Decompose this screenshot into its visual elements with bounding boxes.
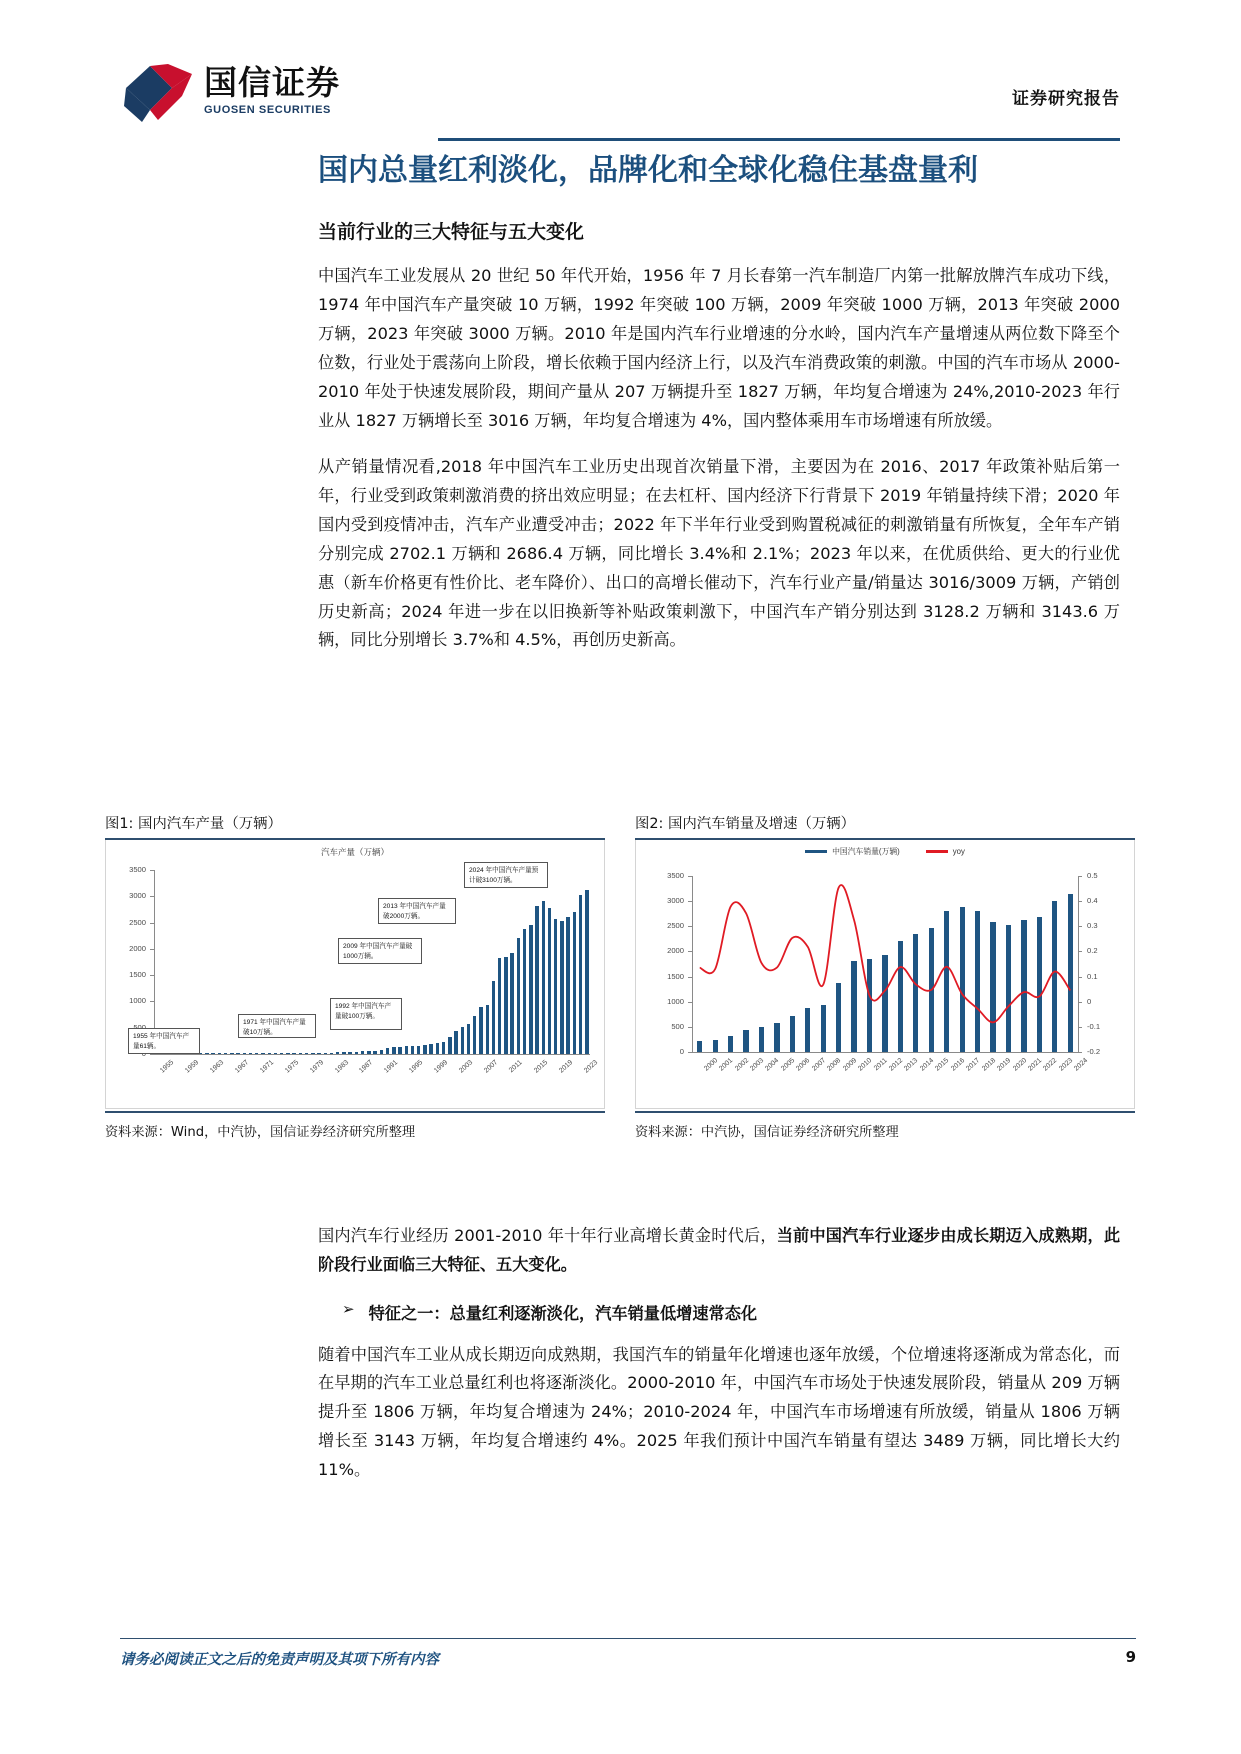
figure-2-y-tick-label-left: 3500 bbox=[667, 871, 684, 880]
figure-2-bottom-rule bbox=[635, 1111, 1135, 1113]
paragraph-3-part-b: 当前中国汽车行业逐步由成长期迈入成熟期， bbox=[776, 1226, 1104, 1245]
bar-2003 bbox=[454, 1031, 457, 1054]
bar-2021 bbox=[566, 917, 569, 1054]
figure-2-x-tick-label: 2005 bbox=[779, 1057, 797, 1073]
figure-1-y-tick-label: 1000 bbox=[129, 996, 146, 1006]
figure-1-y-axis bbox=[154, 870, 155, 1054]
legend-label-sales: 中国汽车销量(万辆) bbox=[832, 847, 900, 856]
page-header bbox=[120, 62, 1120, 142]
figure-1-annotation-3: 1992 年中国汽车产量破100万辆。 bbox=[330, 998, 402, 1030]
figure-1-bottom-rule bbox=[105, 1111, 605, 1113]
figure-1-y-tickmark bbox=[150, 1001, 154, 1002]
bar-2013 bbox=[517, 938, 520, 1054]
bar-1996 bbox=[411, 1046, 414, 1054]
figure-1-canvas bbox=[106, 840, 604, 1108]
bar-2000 bbox=[436, 1043, 439, 1054]
figure-2-caption: 图2: 国内汽车销量及增速（万辆） bbox=[635, 816, 856, 832]
paragraph-3-part-c: 此阶段行业面临三大特征、五大变化。 bbox=[318, 1226, 1120, 1274]
bar-2016 bbox=[535, 906, 538, 1054]
figure-2-y-tick-label-right: 0 bbox=[1087, 996, 1092, 1006]
figure-1-y-tickmark bbox=[150, 896, 154, 897]
figure-2-x-tick-label: 2019 bbox=[996, 1057, 1013, 1073]
bar-2015 bbox=[529, 925, 532, 1054]
figure-1-x-tick-label: 2003 bbox=[458, 1059, 475, 1075]
figure-1-annotation-6: 2024 年中国汽车产量预计破3100万辆。 bbox=[464, 862, 548, 888]
paragraph-3-part-a: 国内汽车行业经历 2001-2010 年十年行业高增长黄金时代后， bbox=[318, 1226, 777, 1245]
figure-2-x-tick-label: 2014 bbox=[918, 1057, 936, 1073]
brand-name-en: GUOSEN SECURITIES bbox=[204, 104, 331, 116]
paragraph-3 bbox=[318, 1222, 1120, 1280]
brand-logo-text bbox=[204, 62, 340, 116]
paragraph-4: 随着中国汽车工业从成长期迈向成熟期，我国汽车的销量年化增速也逐年放缓，个位增速将逐渐成为常态化，而在早期的汽车工业总量红利也将逐渐淡化。2000-2010 年，中国汽车市场处于快速发展阶段，销量从 209 万辆提升至 1806 万辆，年均复合增速为 24%；2010-2024 年，中国汽车市场增速有所放缓，销量从 1806 万辆增长至 3143 万辆，年均复合增速约 4%。2025 年我们预计中国汽车销量有望达 3489 万辆，同比增长大约 11%。 bbox=[318, 1344, 1120, 1479]
bar-1982 bbox=[324, 1053, 327, 1054]
figure-1-y-tick-label: 2000 bbox=[129, 943, 146, 953]
figure-1-x-tick-label: 1987 bbox=[358, 1059, 375, 1075]
figure-1-x-tick-label: 1959 bbox=[184, 1059, 201, 1075]
figure-1-annotation-5: 2013 年中国汽车产量破2000万辆。 bbox=[378, 898, 456, 924]
bar-2002 bbox=[448, 1037, 451, 1054]
bar-1974 bbox=[274, 1053, 277, 1054]
figure-2-x-tick-label: 2000 bbox=[702, 1057, 719, 1073]
bar-1977 bbox=[292, 1053, 295, 1054]
bar-1972 bbox=[261, 1053, 264, 1054]
figure-2-y-tick-label-left: 3000 bbox=[667, 896, 684, 906]
figure-2-y-tick-label-right: 0.2 bbox=[1087, 946, 1098, 956]
bar-1985 bbox=[342, 1052, 345, 1054]
bar-2010 bbox=[498, 958, 501, 1054]
bar-1984 bbox=[336, 1052, 339, 1054]
bar-1963 bbox=[205, 1053, 208, 1054]
bar-2001 bbox=[442, 1042, 445, 1054]
bar-2023 bbox=[579, 895, 582, 1054]
bar-1987 bbox=[355, 1052, 358, 1054]
figure-1-plot-area bbox=[105, 840, 605, 1109]
bar-1995 bbox=[405, 1046, 408, 1054]
bar-1990 bbox=[373, 1051, 376, 1054]
bar-1964 bbox=[211, 1053, 214, 1054]
figure-1-x-axis bbox=[154, 1054, 590, 1055]
page-title: 国内总量红利淡化，品牌化和全球化稳住基盘量利 bbox=[318, 153, 978, 188]
figure-2-x-tick-label: 2015 bbox=[934, 1057, 951, 1073]
bar-2009 bbox=[492, 981, 495, 1054]
figure-2-yoy-line bbox=[636, 840, 1134, 1106]
figure-1 bbox=[105, 812, 605, 1140]
paragraph-1: 中国汽车工业发展从 20 世纪 50 年代开始，1956 年 7 月长春第一汽车制造厂内第一批解放牌汽车成功下线，1974 年中国汽车产量突破 10 万辆，1992 年突破 100 万辆，2009 年突破 1000 万辆，2013 年突破 2000 万辆，2023 年突破 3000 万辆。2010 年是国内汽车行业增速的分水岭，国内汽车产量增速从两位数下降至个位数，行业处于震荡向上阶段，增长依赖于国内经济上行，以及汽车消费政策的刺激。中国的汽车市场从 2000-2010 年处于快速发展阶段，期间产量从 207 万辆提升至 1827 万辆，年均复合增速为 24%,2010-2023 年行业从 1827 万辆增长至 3016 万辆，年均复合增速为 4%，国内整体乘用车市场增速有所放缓。 bbox=[318, 266, 1120, 430]
bar-1993 bbox=[392, 1047, 395, 1054]
bar-1971 bbox=[255, 1053, 258, 1054]
figure-1-x-tick-label: 1975 bbox=[283, 1059, 300, 1075]
bar-1979 bbox=[305, 1053, 308, 1054]
bar-1976 bbox=[286, 1053, 289, 1054]
main-content-upper bbox=[318, 150, 1120, 655]
bar-2017 bbox=[542, 901, 545, 1054]
figure-2-y-tick-label-right: 0.4 bbox=[1087, 896, 1098, 906]
figure-1-x-tick-label: 1979 bbox=[308, 1059, 325, 1075]
figure-1-x-tick-label: 2015 bbox=[532, 1059, 550, 1075]
figure-1-x-tick-label: 2023 bbox=[582, 1059, 599, 1075]
bar-2011 bbox=[504, 957, 507, 1054]
bar-1981 bbox=[317, 1053, 320, 1054]
main-content-lower bbox=[318, 1205, 1120, 1485]
figure-2-x-tick-label: 2017 bbox=[965, 1057, 982, 1073]
figure-2-x-tick-label: 2002 bbox=[733, 1057, 750, 1073]
bar-2004 bbox=[461, 1027, 464, 1054]
bullet-item-1-label: 特征之一：总量红利逐渐淡化，汽车销量低增速常态化 bbox=[368, 1303, 758, 1323]
legend-label-yoy: yoy bbox=[952, 847, 965, 856]
figure-2-x-tick-label: 2006 bbox=[795, 1057, 812, 1073]
figure-2-canvas bbox=[636, 840, 1134, 1108]
figure-1-y-tick-label: 2500 bbox=[129, 917, 146, 927]
figure-2-y-tick-label-right: 0.5 bbox=[1087, 871, 1098, 880]
bar-1983 bbox=[330, 1053, 333, 1054]
figure-1-x-tick-label: 1995 bbox=[408, 1059, 425, 1075]
bar-1980 bbox=[311, 1053, 314, 1054]
figure-1-chart-title: 汽车产量（万辆） bbox=[320, 847, 389, 857]
figures-row bbox=[105, 812, 1135, 1140]
bar-2014 bbox=[523, 929, 526, 1054]
figure-2-x-tick-label: 2012 bbox=[888, 1057, 905, 1073]
figure-2-y-tick-label-left: 1500 bbox=[667, 971, 684, 981]
figure-1-annotation-1: 1955 年中国汽车产量61辆。 bbox=[128, 1028, 200, 1054]
figure-2-y-tick-label-left: 500 bbox=[671, 1021, 684, 1031]
figure-2-x-tick-label: 2004 bbox=[764, 1057, 781, 1073]
bullet-item-1 bbox=[318, 1300, 1120, 1324]
bar-1986 bbox=[348, 1052, 351, 1054]
bar-1978 bbox=[299, 1053, 302, 1054]
paragraph-2: 从产销量情况看,2018 年中国汽车工业历史出现首次销量下滑，主要因为在 2016、2017 年政策补贴后第一年，行业受到政策刺激消费的挤出效应明显；在去杠杆、国内经济下行背景下 2019 年销量持续下滑；2020 年国内受到疫情冲击，汽车产业遭受冲击；2022 年下半年行业受到购置税减征的刺激销量有所恢复，全年车产销分别完成 2702.1 万辆和 2686.4 万辆，同比增长 3.4%和 2.1%；2023 年以来，在优质供给、更大的行业优惠（新车价格更有性价比、老车降价）、出口的高增长催动下，汽车行业产量/销量达 3016/3009 万辆，产销创历史新高；2024 年进一步在以旧换新等补贴政策刺激下，中国汽车产销分别达到 3128.2 万辆和 3143.6 万辆，同比分别增长 3.7%和 4.5%，再创历史新高。 bbox=[318, 457, 1120, 650]
bar-1970 bbox=[249, 1053, 252, 1054]
bar-1969 bbox=[243, 1053, 246, 1054]
bar-1968 bbox=[236, 1053, 239, 1054]
bar-1988 bbox=[361, 1051, 364, 1054]
figure-1-x-tick-label: 1963 bbox=[208, 1059, 226, 1075]
figure-1-x-tick-label: 1999 bbox=[433, 1059, 450, 1075]
bar-2005 bbox=[467, 1024, 470, 1054]
figure-1-y-tickmark bbox=[150, 949, 154, 950]
figure-2-x-tick-label: 2007 bbox=[810, 1057, 828, 1073]
footer-divider bbox=[120, 1638, 1136, 1639]
figure-1-annotation-4: 2009 年中国汽车产量破1000万辆。 bbox=[338, 938, 422, 964]
bar-1967 bbox=[230, 1053, 233, 1054]
figure-1-y-tickmark bbox=[150, 975, 154, 976]
figure-2-x-tick-label: 2023 bbox=[1057, 1057, 1075, 1073]
bar-1973 bbox=[268, 1053, 271, 1054]
bar-2022 bbox=[573, 912, 576, 1054]
bar-1994 bbox=[398, 1047, 401, 1054]
figure-1-source: 资料来源：Wind，中汽协，国信证券经济研究所整理 bbox=[105, 1125, 416, 1140]
figure-2-x-tick-label: 2016 bbox=[949, 1057, 967, 1073]
figure-1-x-tick-label: 2019 bbox=[557, 1059, 574, 1075]
figure-1-x-tick-label: 1955 bbox=[159, 1059, 176, 1075]
figure-2-y-tick-label-right: -0.1 bbox=[1087, 1021, 1101, 1031]
bar-2006 bbox=[473, 1016, 476, 1054]
figure-2-x-tick-label: 2022 bbox=[1042, 1057, 1059, 1073]
figure-2-x-tick-label: 2003 bbox=[749, 1057, 766, 1073]
bar-1998 bbox=[423, 1045, 426, 1054]
footer-page-number: 9 bbox=[1125, 1648, 1136, 1666]
figure-2-y-tick-label-right: 0.1 bbox=[1087, 971, 1098, 981]
footer-disclaimer: 请务必阅读正文之后的免责声明及其项下所有内容 bbox=[120, 1652, 439, 1668]
figure-2-x-tick-label: 2008 bbox=[826, 1057, 843, 1073]
bar-2007 bbox=[479, 1007, 482, 1054]
figure-1-caption: 图1: 国内汽车产量（万辆） bbox=[105, 816, 282, 832]
figure-2-x-tick-label: 2001 bbox=[718, 1057, 735, 1073]
bar-1966 bbox=[224, 1053, 227, 1054]
figure-2-y-tick-label-left: 0 bbox=[679, 1047, 684, 1056]
figure-2 bbox=[635, 812, 1135, 1140]
figure-1-x-tick-label: 2007 bbox=[483, 1059, 500, 1075]
figure-1-x-tick-label: 1983 bbox=[333, 1059, 350, 1075]
figure-2-y-tick-label-left: 2500 bbox=[667, 921, 684, 931]
figure-2-x-tick-label: 2020 bbox=[1011, 1057, 1028, 1073]
brand-logo bbox=[120, 62, 340, 124]
figure-2-y-tick-label-right: 0.3 bbox=[1087, 921, 1098, 931]
figure-2-y-tick-label-left: 2000 bbox=[667, 946, 684, 956]
figure-2-x-tick-label: 2013 bbox=[903, 1057, 920, 1073]
section-heading: 当前行业的三大特征与五大变化 bbox=[318, 221, 585, 244]
bar-2019 bbox=[554, 919, 557, 1054]
figure-2-x-tick-label: 2021 bbox=[1026, 1057, 1044, 1073]
figure-2-x-tick-label: 2011 bbox=[872, 1057, 889, 1073]
header-divider bbox=[438, 138, 1120, 141]
figure-1-y-tickmark bbox=[150, 923, 154, 924]
figure-2-y-tick-label-left: 1000 bbox=[667, 996, 684, 1006]
bar-1991 bbox=[380, 1050, 383, 1054]
figure-2-source: 资料来源：中汽协，国信证券经济研究所整理 bbox=[635, 1125, 899, 1140]
figure-2-x-tick-label: 2010 bbox=[857, 1057, 874, 1073]
figure-1-x-tick-label: 2011 bbox=[507, 1059, 524, 1075]
bar-1999 bbox=[429, 1044, 432, 1054]
figure-2-x-tick-label: 2024 bbox=[1073, 1057, 1090, 1073]
figure-2-x-tick-label: 2009 bbox=[841, 1057, 858, 1073]
bar-2012 bbox=[510, 953, 513, 1054]
bar-1975 bbox=[280, 1053, 283, 1054]
bar-2020 bbox=[560, 921, 563, 1054]
figure-1-y-tick-label: 3000 bbox=[129, 891, 146, 901]
report-type-label: 证券研究报告 bbox=[1012, 89, 1120, 109]
bar-2018 bbox=[548, 908, 551, 1054]
figure-1-x-tick-label: 1971 bbox=[258, 1059, 276, 1075]
bar-2024 bbox=[585, 890, 588, 1054]
figure-1-x-tick-label: 1991 bbox=[383, 1059, 400, 1075]
bar-1989 bbox=[367, 1051, 370, 1054]
bar-1997 bbox=[417, 1046, 420, 1054]
bar-1965 bbox=[218, 1053, 221, 1054]
arrow-bullet-icon: ➢ bbox=[342, 1299, 355, 1318]
figure-2-plot-area bbox=[635, 840, 1135, 1109]
figure-1-y-tick-label: 1500 bbox=[129, 970, 146, 980]
figure-1-y-tick-label: 3500 bbox=[129, 865, 146, 874]
bar-1992 bbox=[386, 1048, 389, 1054]
guosen-logo-icon bbox=[120, 62, 196, 124]
figure-1-x-tick-label: 1967 bbox=[233, 1059, 251, 1075]
figure-2-y-tick-label-right: -0.2 bbox=[1087, 1047, 1101, 1056]
figure-1-annotation-2: 1971 年中国汽车产量破10万辆。 bbox=[238, 1014, 316, 1038]
figure-1-y-tickmark bbox=[150, 870, 154, 871]
bar-2008 bbox=[486, 1005, 489, 1054]
figure-1-y-tickmark bbox=[150, 1054, 154, 1055]
figure-2-x-tick-label: 2018 bbox=[980, 1057, 997, 1073]
brand-name-cn: 国信证券 bbox=[204, 63, 340, 102]
